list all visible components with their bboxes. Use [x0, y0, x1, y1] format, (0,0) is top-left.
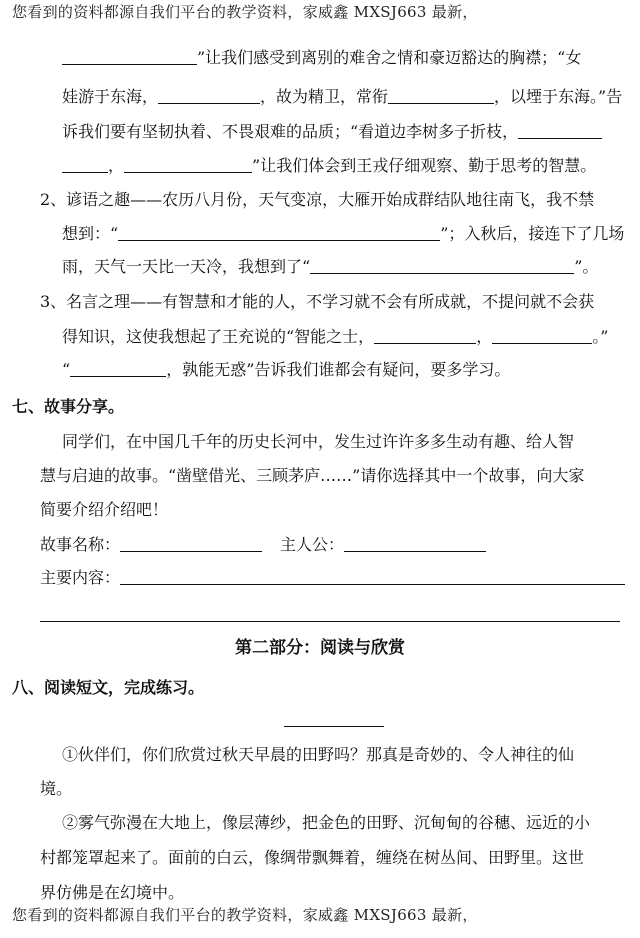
article-para-2-line-3: 界仿佛是在幻境中。 [40, 883, 185, 902]
main-content-label: 主要内容： [40, 568, 121, 587]
s6-line-1 [62, 48, 581, 68]
main-content-extra-line[interactable] [40, 621, 620, 622]
protagonist-field[interactable] [344, 535, 486, 552]
article-para-2-line-1: ②雾气弥漫在大地上，像层薄纱，把金色的田野、沉甸甸的谷穗、远近的小 [62, 813, 591, 832]
protagonist-label: 主人公： [280, 535, 345, 554]
answer-blank[interactable] [124, 156, 252, 173]
main-content-row [40, 568, 625, 588]
answer-blank[interactable] [492, 327, 592, 344]
s6-line-3 [62, 122, 602, 142]
text: ”。 [574, 257, 599, 276]
section-7-heading: 七、故事分享。 [12, 397, 125, 416]
answer-blank[interactable] [158, 87, 260, 104]
item-3-line-1: 3、名言之理——有智慧和才能的人，不学习就不会有所成就，不提问就不会获 [40, 292, 595, 311]
answer-blank[interactable] [374, 327, 476, 344]
answer-blank[interactable] [62, 156, 108, 173]
answer-blank[interactable] [310, 257, 574, 274]
text: “ [62, 360, 71, 379]
article-para-2-line-2: 村都笼罩起来了。面前的白云，像绸带飘舞着，缠绕在树丛间、田野里。这世 [40, 848, 585, 867]
text: ”；入秋后，接连下了几场 [440, 224, 625, 243]
item-2-line-3 [62, 257, 598, 277]
part-2-title: 第二部分：阅读与欣赏 [235, 638, 405, 658]
text: 雨，天气一天比一天冷，我想到了“ [62, 257, 311, 276]
section-7-para-line-2: 慧与启迪的故事。“凿壁借光、三顾茅庐……”请你选择其中一个故事，向大家 [40, 466, 585, 485]
article-para-1-line-2: 境。 [40, 779, 73, 798]
text: 想到：“ [62, 224, 119, 243]
text: ， [476, 327, 493, 346]
s6-line-4 [62, 156, 596, 176]
answer-blank[interactable] [70, 360, 166, 377]
section-7-para-line-1: 同学们，在中国几千年的历史长河中，发生过许许多多生动有趣、给人智 [62, 432, 575, 451]
answer-blank[interactable] [388, 87, 494, 104]
watermark-top: 您看到的资料都源自我们平台的教学资料，家威鑫 MXSJ663 最新， [12, 3, 478, 21]
text: ，故为精卫，常衔 [260, 87, 389, 106]
item-2-line-1: 2、谚语之趣——农历八月份，天气变凉，大雁开始成群结队地往南飞，我不禁 [40, 190, 595, 209]
text: ，以堙于东海。”告 [494, 87, 623, 106]
answer-blank[interactable] [118, 224, 440, 241]
story-name-label: 故事名称： [40, 535, 121, 554]
item-2-line-2 [62, 224, 624, 244]
story-name-field[interactable] [120, 535, 262, 552]
answer-blank[interactable] [518, 122, 602, 139]
item-3-line-2 [62, 327, 608, 347]
text: ， [108, 156, 125, 175]
main-content-field[interactable] [120, 568, 625, 585]
text: 得知识，这使我想起了王充说的“智能之士， [62, 327, 375, 346]
answer-blank[interactable] [62, 48, 197, 65]
story-fields-row [40, 535, 486, 555]
article-para-1-line-1: ①伙伴们，你们欣赏过秋天早晨的田野吗？那真是奇妙的、令人神往的仙 [62, 745, 575, 764]
section-8-heading: 八、阅读短文，完成练习。 [12, 678, 205, 697]
text: ”让我们感受到离别的难舍之情和豪迈豁达的胸襟；“女 [197, 48, 582, 67]
text: 诉我们要有坚韧执着、不畏艰难的品质；“看道边李树多子折枝， [62, 122, 519, 141]
text: ，孰能无惑”告诉我们谁都会有疑问，要多学习。 [166, 360, 511, 379]
text: ”让我们体会到王戎仔细观察、勤于思考的智慧。 [252, 156, 597, 175]
article-title-blank[interactable] [284, 726, 384, 727]
text: 娃游于东海， [62, 87, 159, 106]
s6-line-2 [62, 87, 622, 107]
watermark-bottom: 您看到的资料都源自我们平台的教学资料，家威鑫 MXSJ663 最新， [12, 906, 478, 924]
text: 。” [592, 327, 609, 346]
item-3-line-3 [62, 360, 510, 380]
section-7-para-line-3: 简要介绍介绍吧！ [40, 500, 169, 519]
